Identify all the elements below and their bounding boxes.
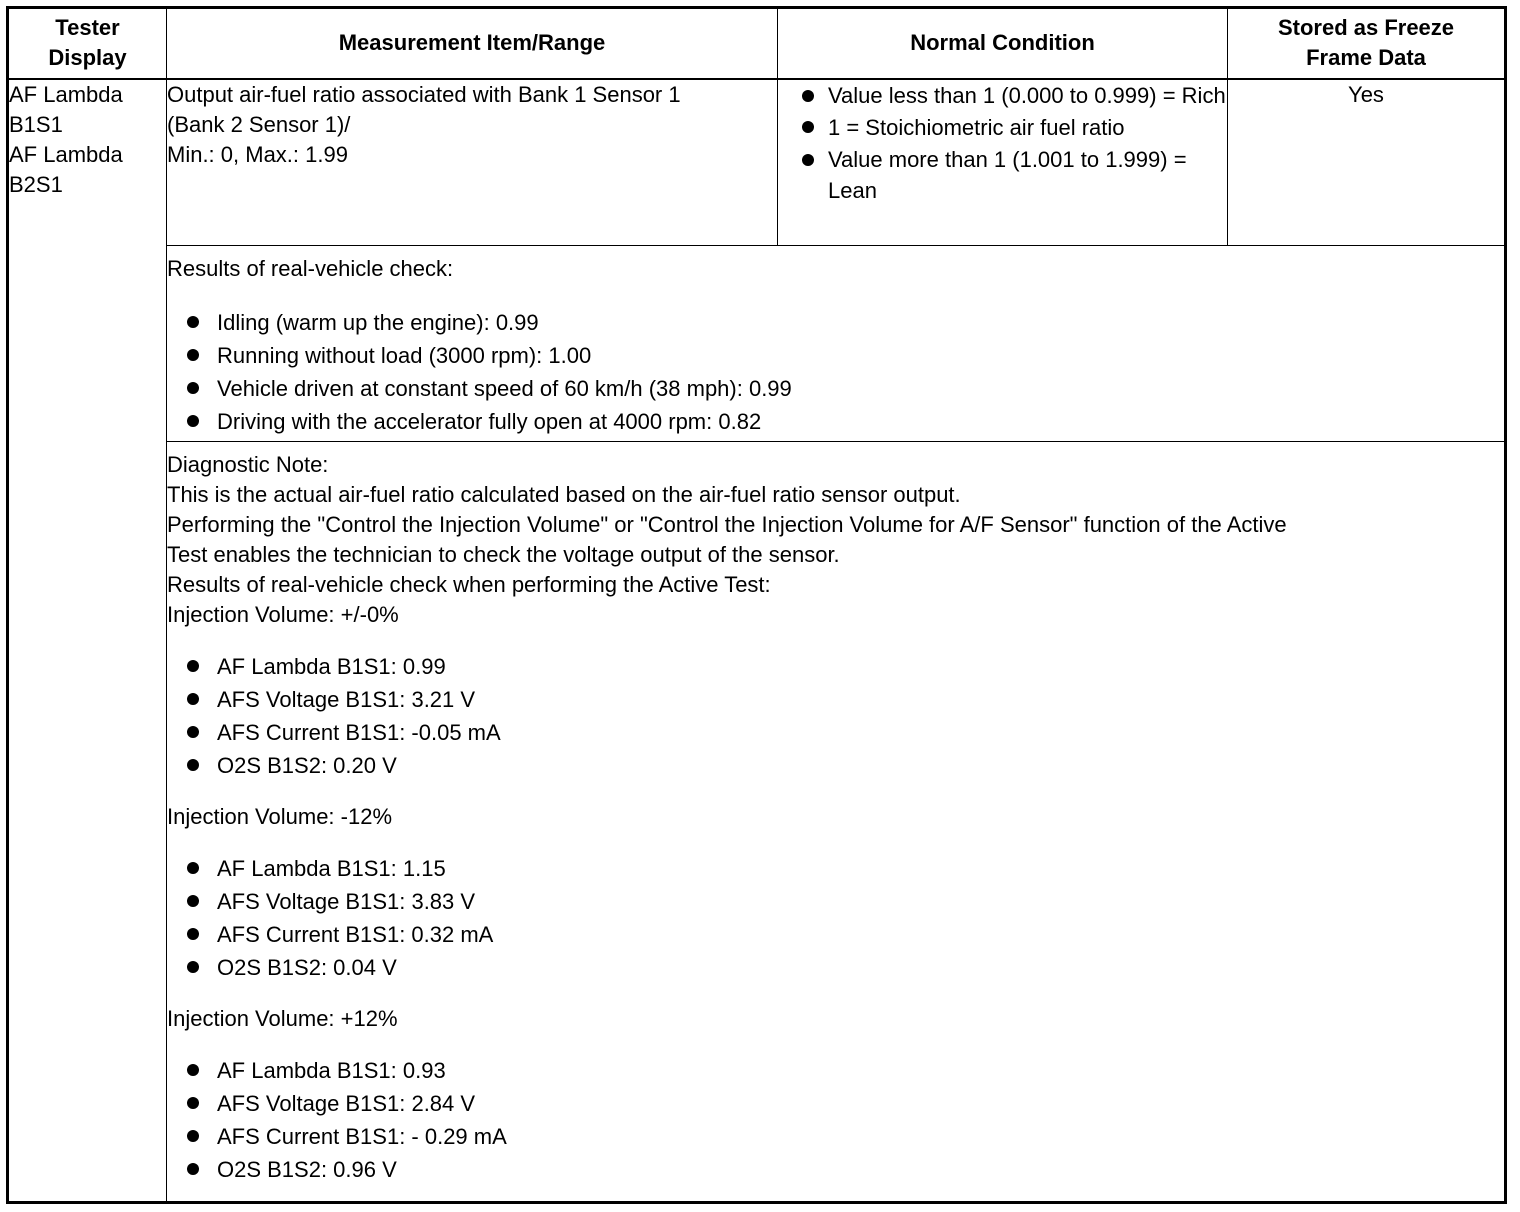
injection-group-title: Injection Volume: +/-0% xyxy=(167,602,399,627)
diagnostic-line: Performing the "Control the Injection Volume" or "Control the Injection Volume for A/F Sensor" function of the Active xyxy=(167,512,1287,537)
normal-condition-list xyxy=(778,80,1227,206)
list-item: AFS Current B1S1: -0.05 mA xyxy=(167,716,1504,749)
list-item: Idling (warm up the engine): 0.99 xyxy=(167,306,1504,339)
header-normal-condition: Normal Condition xyxy=(778,8,1228,79)
injection-group-list xyxy=(167,852,1504,984)
real-vehicle-list xyxy=(167,306,1504,438)
list-item: Value less than 1 (0.000 to 0.999) = Rich xyxy=(778,80,1227,111)
list-item: O2S B1S2: 0.96 V xyxy=(167,1153,1504,1186)
tester-display-line: B1S1 xyxy=(9,111,63,137)
list-item: Driving with the accelerator fully open at 4000 rpm: 0.82 xyxy=(167,405,1504,438)
header-freeze-frame: Stored as Freeze Frame Data xyxy=(1228,8,1506,79)
diagnostic-cell xyxy=(167,442,1506,1203)
list-item: AFS Voltage B1S1: 2.84 V xyxy=(167,1087,1504,1120)
tester-display-line: B2S1 xyxy=(9,171,63,197)
injection-group-list xyxy=(167,650,1504,782)
list-item: Vehicle driven at constant speed of 60 km/h (38 mph): 0.99 xyxy=(167,372,1504,405)
tester-display-line: AF Lambda xyxy=(9,81,123,107)
list-item: AFS Current B1S1: - 0.29 mA xyxy=(167,1120,1504,1153)
measurement-cell xyxy=(167,79,778,246)
list-item: Running without load (3000 rpm): 1.00 xyxy=(167,339,1504,372)
list-item: Value more than 1 (1.001 to 1.999) = Lean xyxy=(778,144,1227,206)
measurement-row xyxy=(8,79,1506,246)
injection-group-title: Injection Volume: -12% xyxy=(167,804,393,829)
tester-display-cell xyxy=(8,79,167,1203)
list-item: O2S B1S2: 0.04 V xyxy=(167,951,1504,984)
list-item: AFS Voltage B1S1: 3.21 V xyxy=(167,683,1504,716)
freeze-frame-value: Yes xyxy=(1228,79,1506,246)
real-vehicle-title: Results of real-vehicle check: xyxy=(167,256,454,281)
tester-display-line: AF Lambda xyxy=(9,141,123,167)
real-vehicle-row xyxy=(8,246,1506,442)
list-item: O2S B1S2: 0.20 V xyxy=(167,749,1504,782)
measurement-line: Min.: 0, Max.: 1.99 xyxy=(167,141,348,167)
list-item: 1 = Stoichiometric air fuel ratio xyxy=(778,111,1227,144)
list-item: AF Lambda B1S1: 0.99 xyxy=(167,650,1504,683)
list-item: AF Lambda B1S1: 0.93 xyxy=(167,1054,1504,1087)
injection-group-list xyxy=(167,1054,1504,1186)
header-tester-display: Tester Display xyxy=(8,8,167,79)
list-item: AFS Current B1S1: 0.32 mA xyxy=(167,918,1504,951)
diagnostic-row xyxy=(8,442,1506,1203)
list-item: AFS Voltage B1S1: 3.83 V xyxy=(167,885,1504,918)
diagnostic-line: This is the actual air-fuel ratio calculated based on the air-fuel ratio sensor output. xyxy=(167,482,961,507)
diagnostic-line: Results of real-vehicle check when performing the Active Test: xyxy=(167,572,771,597)
measurement-line: Output air-fuel ratio associated with Bank 1 Sensor 1 xyxy=(167,81,681,107)
normal-condition-cell xyxy=(778,79,1228,246)
header-measurement: Measurement Item/Range xyxy=(167,8,778,79)
diagnostic-note-title: Diagnostic Note: xyxy=(167,452,329,477)
spec-table xyxy=(6,6,1507,1204)
list-item: AF Lambda B1S1: 1.15 xyxy=(167,852,1504,885)
diagnostic-line: Test enables the technician to check the voltage output of the sensor. xyxy=(167,542,840,567)
measurement-line: (Bank 2 Sensor 1)/ xyxy=(167,111,351,137)
header-row xyxy=(8,8,1506,79)
injection-group-title: Injection Volume: +12% xyxy=(167,1006,398,1031)
real-vehicle-cell xyxy=(167,246,1506,442)
